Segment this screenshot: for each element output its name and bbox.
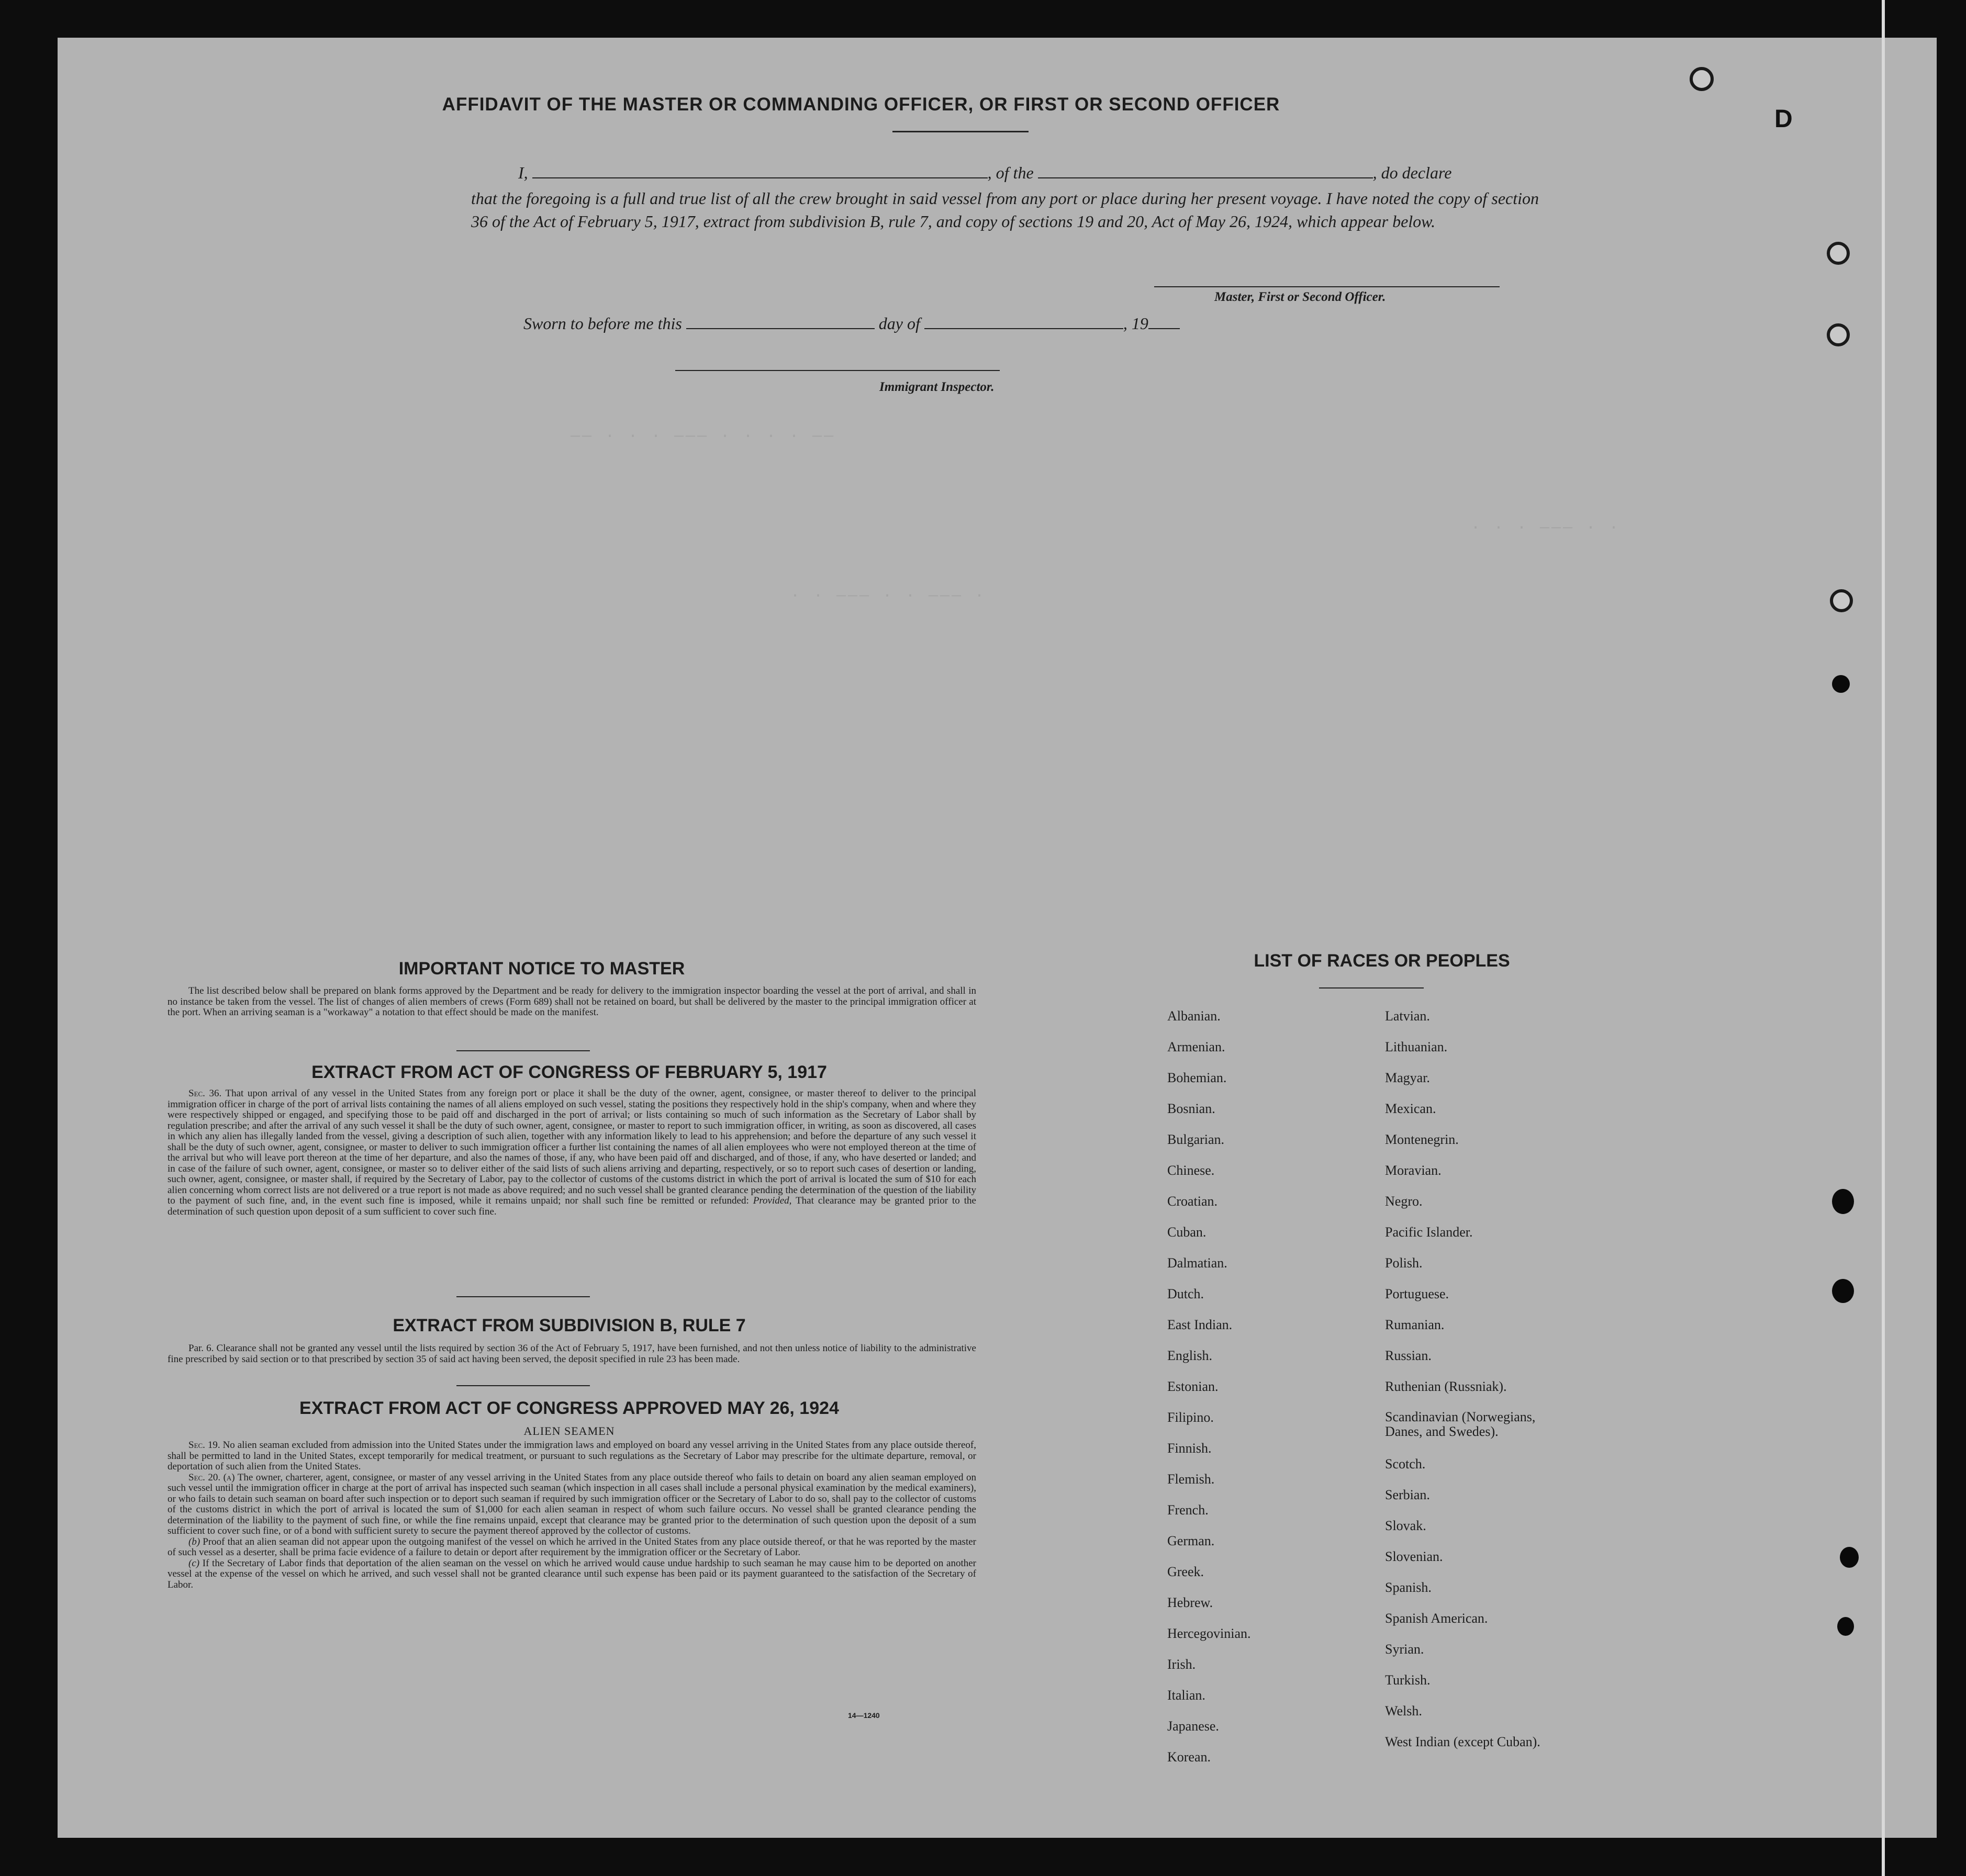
races-title: LIST OF RACES OR PEOPLES (1254, 951, 1510, 971)
race-item: Dalmatian. (1167, 1255, 1227, 1271)
divider (456, 1050, 590, 1051)
race-item: Magyar. (1385, 1070, 1430, 1085)
bleed-through-text: · · · ——— · · (1471, 519, 1621, 537)
race-item: Russian. (1385, 1348, 1432, 1363)
notice-text: The list described below shall be prepared on blank forms approved by the Department and be ready for delivery to the immigration inspector boarding the vessel at the port of arrival, and shall in no instance be taken from the vessel. The list of changes of alien members of crews (Form 689) shall not be retained on board, but shall be delivered by the master to the principal immigration officer at the port. When an arriving seaman is a "workaway" a notation to that effect should be made on the manifest. (167, 985, 976, 1018)
race-item: Dutch. (1167, 1286, 1204, 1301)
title-rule (892, 131, 1029, 132)
bleed-through-text: —— · · · ——— · · · · —— (571, 428, 836, 445)
inspector-line[interactable] (675, 370, 1000, 371)
race-item: Scotch. (1385, 1456, 1426, 1471)
race-item: Bosnian. (1167, 1101, 1215, 1116)
punch-hole (1832, 1279, 1854, 1303)
punch-hole (1827, 242, 1850, 265)
rule7-title: EXTRACT FROM SUBDIVISION B, RULE 7 (393, 1316, 746, 1335)
race-item: Serbian. (1385, 1487, 1430, 1502)
inspector-label: Immigrant Inspector. (879, 380, 995, 394)
extract-1924-title: EXTRACT FROM ACT OF CONGRESS APPROVED MAY 26, 1924 (299, 1398, 839, 1418)
race-item: Ruthenian (Russniak). (1385, 1379, 1507, 1394)
race-item: Spanish. (1385, 1580, 1432, 1595)
race-item: German. (1167, 1533, 1215, 1548)
notice-title: IMPORTANT NOTICE TO MASTER (398, 959, 685, 979)
punch-hole (1840, 1547, 1859, 1568)
race-item: French. (1167, 1502, 1209, 1518)
race-item: Chinese. (1167, 1163, 1215, 1178)
page-edge (1882, 0, 1885, 1876)
punch-hole (1832, 675, 1850, 693)
affidavit-body: that the foregoing is a full and true list of all the crew brought in said vessel from any port or place during her present voyage. I have noted the copy of section 36 of the Act of February 5, 1917, extract from subdivision B, rule 7, and copy of sections 19 and 20, Act of May 26, 1924, which appear below. (471, 189, 1539, 231)
race-item: Pacific Islander. (1385, 1225, 1473, 1240)
bleed-through-text: · · ——— · · ——— · (790, 587, 987, 605)
race-item: Flemish. (1167, 1471, 1215, 1487)
race-item: Rumanian. (1385, 1317, 1445, 1332)
race-item: Moravian. (1385, 1163, 1442, 1178)
race-item: Turkish. (1385, 1672, 1431, 1688)
race-item: English. (1167, 1348, 1212, 1363)
divider (1319, 987, 1424, 988)
punch-hole (1690, 67, 1714, 91)
race-item: Greek. (1167, 1564, 1204, 1579)
extract-1924-text: Sec. 19. No alien seaman excluded from admission into the United States under the immigration laws and employed on board any vessel arriving in the United States from any place outside thereof, shall be permitted to land in the United States, except temporarily for medical treatment, or pursuant to such regulations as the Secretary of Labor may prescribe for the ultimate departure, removal, or deportation of such alien from the United States. Sec. 20. (a) The owner, charterer, agent, consignee, or master of any vessel arriving in the United States from any place outside thereof who fails to detain on board any alien seaman employed on such vessel until the immigration officer in charge at the port of arrival has inspected such seaman (which inspection in all cases shall include a personal physical examination by the medical examiners), or who fails to detain such seaman on board after such inspection or to deport such seaman if required by such immigration officer or the Secretary of Labor to do so, shall pay to the collector of customs of the customs district in which the port of arrival is located the sum of $1,000 for each alien seaman in respect of whom such failure occurs. No vessel shall be granted clearance pending the determination of the liability to the payment of such fine, or while the fine remains unpaid, except that clearance may be granted prior to the determination of such question upon the deposit of a sum sufficient to cover such fine, or of a bond with sufficient surety to secure the payment thereof approved by the collector of customs. (b) Proof that an alien seaman did not appear upon the outgoing manifest of the vessel on which he arrived in the United States from any place outside thereof, or that he was reported by the master of such vessel as a deserter, shall be prima facie evidence of a failure to detain or deport after requirement by the immigration officer or the Secretary of Labor. (c) If the Secretary of Labor finds that deportation of the alien seaman on the vessel on which he arrived would cause undue hardship to such seaman he may cause him to be deported on another vessel at the expense of the vessel on which he arrived, and such vessel shall not be granted clearance until such expense has been paid or its payment guaranteed to the satisfaction of the Secretary of Labor. (167, 1440, 977, 1590)
corner-mark: D (1774, 105, 1793, 133)
divider (456, 1296, 590, 1297)
punch-hole (1832, 1189, 1854, 1214)
race-item: Japanese. (1167, 1718, 1219, 1734)
punch-hole (1837, 1617, 1854, 1636)
race-item: Korean. (1167, 1749, 1211, 1765)
race-item: Scandinavian (Norwegians, Danes, and Swedes). (1385, 1409, 1536, 1439)
race-item: Bulgarian. (1167, 1132, 1225, 1147)
name-blank[interactable] (532, 177, 988, 178)
race-item: Montenegrin. (1385, 1132, 1459, 1147)
extract-1917-title: EXTRACT FROM ACT OF CONGRESS OF FEBRUARY 5, 1917 (311, 1062, 827, 1082)
race-item: Slovak. (1385, 1518, 1426, 1533)
race-item: Hercegovinian. (1167, 1626, 1251, 1641)
document-page (58, 38, 1937, 1838)
race-item: Irish. (1167, 1657, 1196, 1672)
race-item: East Indian. (1167, 1317, 1233, 1332)
race-item: Italian. (1167, 1688, 1205, 1703)
sworn-line: Sworn to before me this day of , 19 (523, 314, 1180, 333)
punch-hole (1830, 589, 1853, 612)
affidavit-line1: I, , of the , do declare (518, 163, 1452, 182)
race-item: Albanian. (1167, 1008, 1221, 1024)
sworn-year-blank[interactable] (1148, 328, 1180, 329)
race-item: Cuban. (1167, 1225, 1207, 1240)
form-number: 14—1240 (848, 1711, 880, 1720)
race-item: Polish. (1385, 1255, 1423, 1271)
rule7-text: Par. 6. Clearance shall not be granted any vessel until the lists required by section 36 of the Act of February 5, 1917, have been furnished, and not then unless notice of liability to the administrative fine prescribed by said section or to that prescribed by section 35 of said act having been served, the deposit specified in rule 23 has been made. (167, 1343, 976, 1365)
sworn-month-blank[interactable] (924, 328, 1123, 329)
race-item: Spanish American. (1385, 1611, 1488, 1626)
race-item: Estonian. (1167, 1379, 1219, 1394)
race-item: Croatian. (1167, 1194, 1218, 1209)
race-item: Lithuanian. (1385, 1039, 1448, 1054)
alien-seamen-subtitle: ALIEN SEAMEN (523, 1424, 615, 1437)
race-item: Finnish. (1167, 1441, 1212, 1456)
divider (456, 1385, 590, 1386)
race-item: Welsh. (1385, 1703, 1422, 1718)
race-item: Slovenian. (1385, 1549, 1443, 1564)
race-item: Bohemian. (1167, 1070, 1227, 1085)
punch-hole (1827, 323, 1850, 346)
signature-line[interactable] (1154, 286, 1500, 287)
race-item: Filipino. (1167, 1410, 1214, 1425)
race-item: Mexican. (1385, 1101, 1436, 1116)
race-item: Negro. (1385, 1194, 1423, 1209)
affidavit-title: AFFIDAVIT OF THE MASTER OR COMMANDING OFFICER, OR FIRST OR SECOND OFFICER (442, 94, 1280, 115)
race-item: Armenian. (1167, 1039, 1225, 1054)
race-item: West Indian (except Cuban). (1385, 1734, 1540, 1749)
sworn-day-blank[interactable] (686, 328, 875, 329)
race-item: Portuguese. (1385, 1286, 1449, 1301)
vessel-blank[interactable] (1038, 177, 1373, 178)
race-item: Hebrew. (1167, 1595, 1213, 1610)
race-item: Syrian. (1385, 1642, 1424, 1657)
signature-label: Master, First or Second Officer. (1214, 290, 1386, 304)
extract-1917-text: Sec. 36. That upon arrival of any vessel in the United States from any foreign port or place it shall be the duty of the owner, agent, consignee, or master thereof to deliver to the principal immigration officer in charge of the port of arrival lists containing the names of all aliens employed on such vessel, stating the positions they respectively hold in the ship's company, when and where they were respectively shipped or engaged, and specifying those to be paid off and discharged in the port of arrival; or lists containing so much of such information as the Secretary of Labor shall by regulation prescribe; and after the arrival of any such vessel it shall be the duty of such owner, agent, consignee, or master to report to such immigration officer, in writing, as soon as discovered, all cases in which any alien has illegally landed from the vessel, giving a description of such alien, together with any information likely to lead to his apprehension; and before the departure of any such vessel it shall be the duty of such owner, agent, consignee, or master to deliver to such immigration officer a further list containing the names of all alien employees who were not employed thereon at the time of the arrival but who will leave port thereon at the time of her departure, and also the names of those, if any, who have been paid off and discharged, and of those, if any, who have deserted or landed; and in case of the failure of such owner, agent, consignee, or master so to deliver either of the said lists of such aliens arriving and departing, respectively, or so to report such cases of desertion or landing, such owner, agent, consignee, or master shall, if required by the Secretary of Labor, pay to the collector of customs of the customs district in which the port of arrival is located the sum of $10 for each alien concerning whom correct lists are not delivered or a true report is not made as above required; and no such vessel shall be granted clearance pending the determination of the question of the liability to the payment of such fine, and, in the event such fine is imposed, while it remains unpaid; nor shall such fine be remitted or refunded: Provided, That clearance may be granted prior to the determination of such question upon deposit of a sum sufficient to cover such fine. (167, 1088, 976, 1217)
race-item: Latvian. (1385, 1008, 1430, 1024)
